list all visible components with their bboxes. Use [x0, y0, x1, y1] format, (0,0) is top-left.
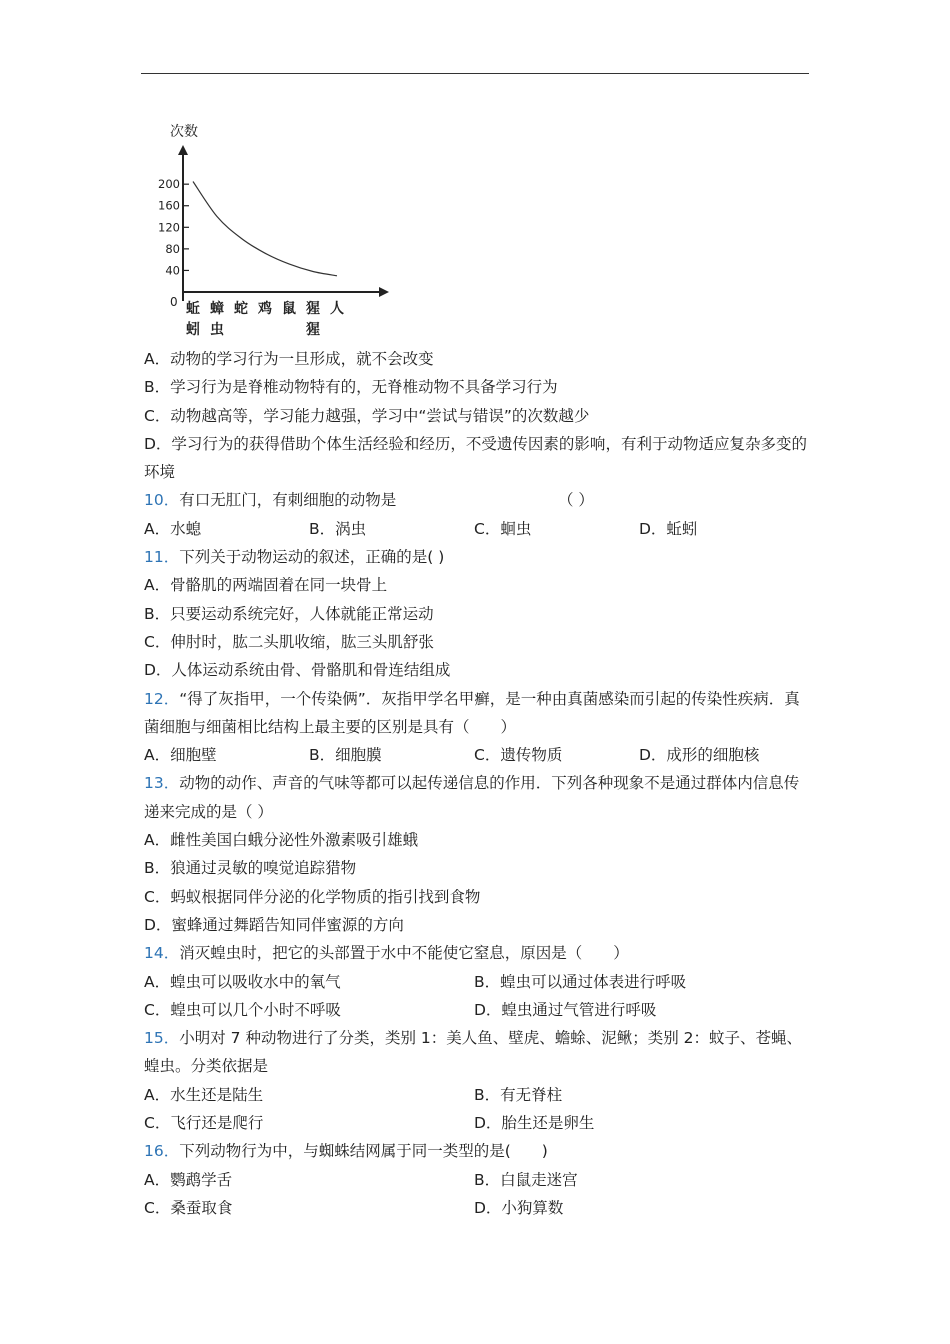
q14-option-b: B．蝗虫可以通过体表进行呼吸	[474, 972, 687, 991]
y-tick-label: 40	[165, 263, 180, 278]
q9-option-c: C．动物越高等，学习能力越强，学习中“尝试与错误”的次数越少	[144, 406, 590, 425]
x-category-label: 人	[330, 301, 344, 317]
x-category-label: 蚯	[186, 301, 200, 317]
q14-stem	[144, 939, 812, 967]
q10-text: 有口无肛门，有刺细胞的动物是	[179, 491, 397, 510]
q12-option-d: D．成形的细胞核	[639, 746, 760, 765]
q15-options-row2	[144, 1109, 812, 1137]
x-category-label: 蟑	[210, 301, 224, 317]
header-rule	[141, 73, 809, 74]
q10-option-d: D．蚯蚓	[639, 519, 698, 538]
q13-option-a: A．雌性美国白蛾分泌性外激素吸引雄蛾	[144, 831, 419, 850]
q15-option-d: D．胎生还是卵生	[474, 1114, 595, 1133]
q12-stem	[144, 685, 812, 742]
x-category-label: 鸡	[258, 301, 272, 317]
q14-number: 14．	[144, 944, 180, 963]
q11-stem	[144, 543, 812, 571]
q11-option-c: C．伸肘时，肱二头肌收缩，肱三头肌舒张	[144, 632, 434, 651]
q12-option-b: B．细胞膜	[309, 746, 382, 765]
q11-option-b: B．只要运动系统完好，人体就能正常运动	[144, 604, 434, 623]
x-axis-arrow	[379, 287, 389, 297]
q10-options	[144, 515, 812, 543]
x-category-label: 猩	[306, 301, 320, 317]
x-category-label-line2: 虫	[210, 322, 224, 338]
q13-option-c: C．蚂蚁根据同伴分泌的化学物质的指引找到食物	[144, 887, 481, 906]
q15-stem	[144, 1024, 812, 1081]
q15-number: 15．	[144, 1029, 180, 1048]
q11-text: 下列关于动物运动的叙述，正确的是( )	[179, 548, 445, 567]
q16-number: 16．	[144, 1142, 180, 1161]
q12-option-c: C．遗传物质	[474, 746, 563, 765]
x-category-label: 蛇	[234, 301, 248, 317]
q13-option-d: D．蜜蜂通过舞蹈告知同伴蜜源的方向	[144, 915, 404, 934]
q14-options-row2	[144, 996, 812, 1024]
q10-paren: （ ）	[558, 491, 594, 510]
q10-option-a: A．水螅	[144, 519, 202, 538]
q14-option-d: D．蝗虫通过气管进行呼吸	[474, 1000, 657, 1019]
q10-option-c: C．蛔虫	[474, 519, 532, 538]
q16-option-c: C．桑蚕取食	[144, 1198, 233, 1217]
q13-text: 动物的动作、声音的气味等都可以起传递信息的作用．下列各种现象不是通过群体内信息传递来完成的是（ ）	[144, 774, 800, 821]
y-tick-label: 160	[158, 198, 180, 213]
q10-option-b: B．涡虫	[309, 519, 367, 538]
q9-option-b: B．学习行为是脊椎动物特有的，无脊椎动物不具备学习行为	[144, 378, 558, 397]
q16-options-row2	[144, 1194, 812, 1222]
chart-ylabel: 次数	[170, 124, 198, 140]
q16-text: 下列动物行为中，与蜘蛛结网属于同一类型的是( )	[179, 1142, 548, 1161]
series-line	[193, 181, 337, 275]
q9-option-a: A．动物的学习行为一旦形成，就不会改变	[144, 350, 434, 368]
y-tick-label: 200	[158, 177, 180, 192]
q14-options-row1	[144, 968, 812, 996]
q13-number: 13．	[144, 774, 180, 793]
q12-number: 12．	[144, 689, 180, 708]
q16-options-row1	[144, 1166, 812, 1194]
question-list	[144, 345, 812, 1222]
q12-options	[144, 741, 812, 769]
q15-options-row1	[144, 1081, 812, 1109]
q13-option-b: B．狼通过灵敏的嗅觉追踪猎物	[144, 859, 357, 878]
q15-option-a: A．水生还是陆生	[144, 1085, 264, 1104]
q15-option-b: B．有无脊柱	[474, 1085, 563, 1104]
q16-option-b: B．白鼠走迷宫	[474, 1170, 578, 1189]
q14-option-c: C．蝗虫可以几个小时不呼吸	[144, 1000, 341, 1019]
q13-stem	[144, 769, 812, 826]
q16-option-d: D．小狗算数	[474, 1198, 564, 1217]
q9-option-d: D．学习行为的获得借助个体生活经验和经历，不受遗传因素的影响，有利于动物适应复杂多变的环境	[144, 434, 807, 482]
y-tick-label: 80	[165, 241, 180, 256]
q15-option-c: C．飞行还是爬行	[144, 1114, 264, 1133]
q11-option-d: D．人体运动系统由骨、骨骼肌和骨连结组成	[144, 661, 451, 680]
x-category-label: 鼠	[282, 301, 296, 317]
q15-text: 小明对 7 种动物进行了分类，类别 1：美人鱼、壁虎、蟾蜍、泥鳅；类别 2：蚊子、苍蝇、蝗虫。分类依据是	[144, 1029, 803, 1076]
q16-stem	[144, 1137, 812, 1165]
q14-text: 消灭蝗虫时，把它的头部置于水中不能使它窒息，原因是（ ）	[179, 944, 629, 963]
q12-option-a: A．细胞壁	[144, 746, 217, 765]
q11-number: 11．	[144, 548, 180, 567]
x-category-label-line2: 蚓	[186, 322, 200, 338]
q10-number: 10．	[144, 491, 180, 510]
y-axis-arrow	[178, 145, 188, 155]
learning-trials-chart	[150, 118, 400, 343]
y-tick-label: 120	[158, 220, 180, 235]
x-category-label-line2: 猩	[306, 322, 320, 338]
q14-option-a: A．蝗虫可以吸收水中的氧气	[144, 972, 341, 991]
q11-option-a: A．骨骼肌的两端固着在同一块骨上	[144, 576, 388, 595]
q16-option-a: A．鹦鹉学舌	[144, 1170, 233, 1189]
q12-text: “得了灰指甲，一个传染俩”．灰指甲学名甲癣，是一种由真菌感染而引起的传染性疾病．真菌细胞与细菌相比结构上最主要的区别是具有（ ）	[144, 689, 800, 736]
q10-stem	[144, 486, 812, 514]
origin-label: 0	[170, 295, 178, 309]
